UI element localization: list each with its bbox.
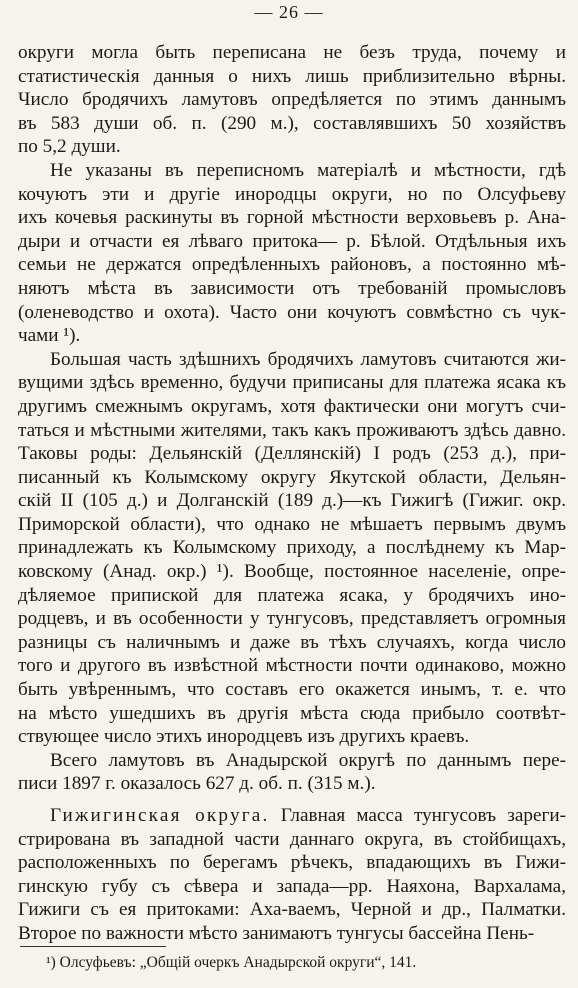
paragraph bbox=[18, 41, 566, 159]
text-line: кочуютъ эти и другіе инородцы округи, но по Олсуфьеву bbox=[18, 183, 566, 205]
text-line: того и другого въ извѣстной мѣстности почти одинаково, можно bbox=[18, 655, 566, 677]
text-line: дѣляемое припиской для платежа ясака, у бродячихъ ино- bbox=[18, 584, 566, 606]
page-number: — 26 — bbox=[254, 2, 324, 22]
text-line: няютъ мѣста въ зависимости отъ требованій промысловъ bbox=[18, 277, 566, 299]
text-line: расположенныхъ по берегамъ рѣчекъ, впадающихъ въ Гижи- bbox=[18, 852, 566, 874]
paragraph bbox=[18, 348, 566, 749]
text-line: въ 583 души об. п. (290 м.), составлявшихъ 50 хозяйствъ bbox=[18, 112, 566, 134]
footnote: ¹) Олсуфьевъ: „Общій очеркъ Анадырской округи“, 141. bbox=[46, 954, 417, 971]
text-line: Приморской области), что однако не мѣшаетъ первымъ двумъ bbox=[18, 513, 566, 535]
text-line: Число бродячихъ ламутовъ опредѣляется по этимъ даннымъ bbox=[18, 89, 566, 111]
text-line: ствующее число этихъ инородцевъ изъ другихъ краевъ. bbox=[18, 726, 470, 748]
text-line: по 5,2 души. bbox=[18, 136, 121, 158]
footnote-divider bbox=[20, 946, 166, 947]
text-line: вущими здѣсь временно, будучи приписаны для платежа ясака къ bbox=[18, 372, 566, 394]
text-line bbox=[18, 804, 566, 828]
text-line: семьи не держатся опредѣленныхъ районовъ, а постоянно мѣ- bbox=[18, 254, 566, 276]
text-line: ковскому (Анад. окр.) ¹). Вообще, постоянное населеніе, опре- bbox=[18, 561, 566, 583]
text-line: (оленеводство и охота). Часто они кочуютъ совмѣстно съ чук- bbox=[18, 301, 566, 323]
text-line: на мѣсто ушедшихъ въ другія мѣста сюда прибыло соотвѣт- bbox=[18, 702, 566, 724]
text-line: стрирована въ западной части даннаго округа, въ стойбищахъ, bbox=[18, 828, 566, 850]
text-line: чами ¹). bbox=[18, 325, 81, 347]
text-line: разницы съ наличнымъ и даже въ тѣхъ случаяхъ, когда число bbox=[18, 631, 566, 653]
text-line: писи 1897 г. оказалось 627 д. об. п. (315 м.). bbox=[18, 773, 376, 795]
text-line: другимъ смежнымъ округамъ, хотя фактически они могутъ счи- bbox=[18, 395, 566, 417]
text-line: быть увѣреннымъ, что составъ его окажется инымъ, т. е. что bbox=[18, 679, 566, 701]
text-line: скій II (105 д.) и Долганскій (189 д.)—къ Гижигѣ (Гижиг. окр. bbox=[18, 490, 566, 512]
text-line: дыри и отчасти ея лѣваго притока— р. Бѣлой. Отдѣльныя ихъ bbox=[18, 230, 566, 252]
spaced-heading: Гижигинская округа. bbox=[50, 805, 270, 826]
paragraph bbox=[18, 749, 566, 796]
text-line: ихъ кочевья раскинуты въ горной мѣстности верховьевъ р. Ана- bbox=[18, 207, 566, 229]
text-line: Таковы роды: Дельянскій (Деллянскій) I родъ (253 д.), при- bbox=[18, 443, 566, 465]
text-line: Не указаны въ переписномъ матеріалѣ и мѣстности, гдѣ bbox=[50, 159, 566, 181]
text-line: таться и мѣстными жителями, такъ какъ проживаютъ здѣсь давно. bbox=[18, 419, 566, 441]
text-line: Всего ламутовъ въ Анадырской округѣ по даннымъ пере- bbox=[50, 749, 566, 771]
paragraph bbox=[18, 804, 566, 946]
text-line: родцевъ, и въ особенности у тунгусовъ, представляетъ огромныя bbox=[18, 608, 566, 630]
text-line: статистическія данныя о нихъ лишь приблизительно вѣрны. bbox=[18, 65, 566, 87]
line-text: Главная масса тунгусовъ зареги- bbox=[269, 805, 566, 826]
text-line: гинскую губу съ сѣвера и запада—рр. Наяхона, Вархалама, bbox=[18, 875, 566, 897]
paragraph-gap bbox=[18, 796, 566, 804]
text-line: Второе по важности мѣсто занимаютъ тунгусы бассейна Пень- bbox=[18, 922, 535, 944]
text-line: Гижиги съ ея притоками: Аха-ваемъ, Черной и др., Палматки. bbox=[18, 899, 566, 921]
paragraph bbox=[18, 159, 566, 348]
text-line: округи могла быть переписана не безъ труда, почему и bbox=[18, 42, 566, 63]
body-text bbox=[18, 41, 566, 946]
text-line: принадлежать къ Колымскому приходу, а послѣднему къ Мар- bbox=[18, 537, 566, 559]
text-line: Большая часть здѣшнихъ бродячихъ ламутовъ считаются жи- bbox=[50, 348, 566, 370]
text-line: писанный къ Колымскому округу Якутской области, Дельян- bbox=[18, 466, 566, 488]
